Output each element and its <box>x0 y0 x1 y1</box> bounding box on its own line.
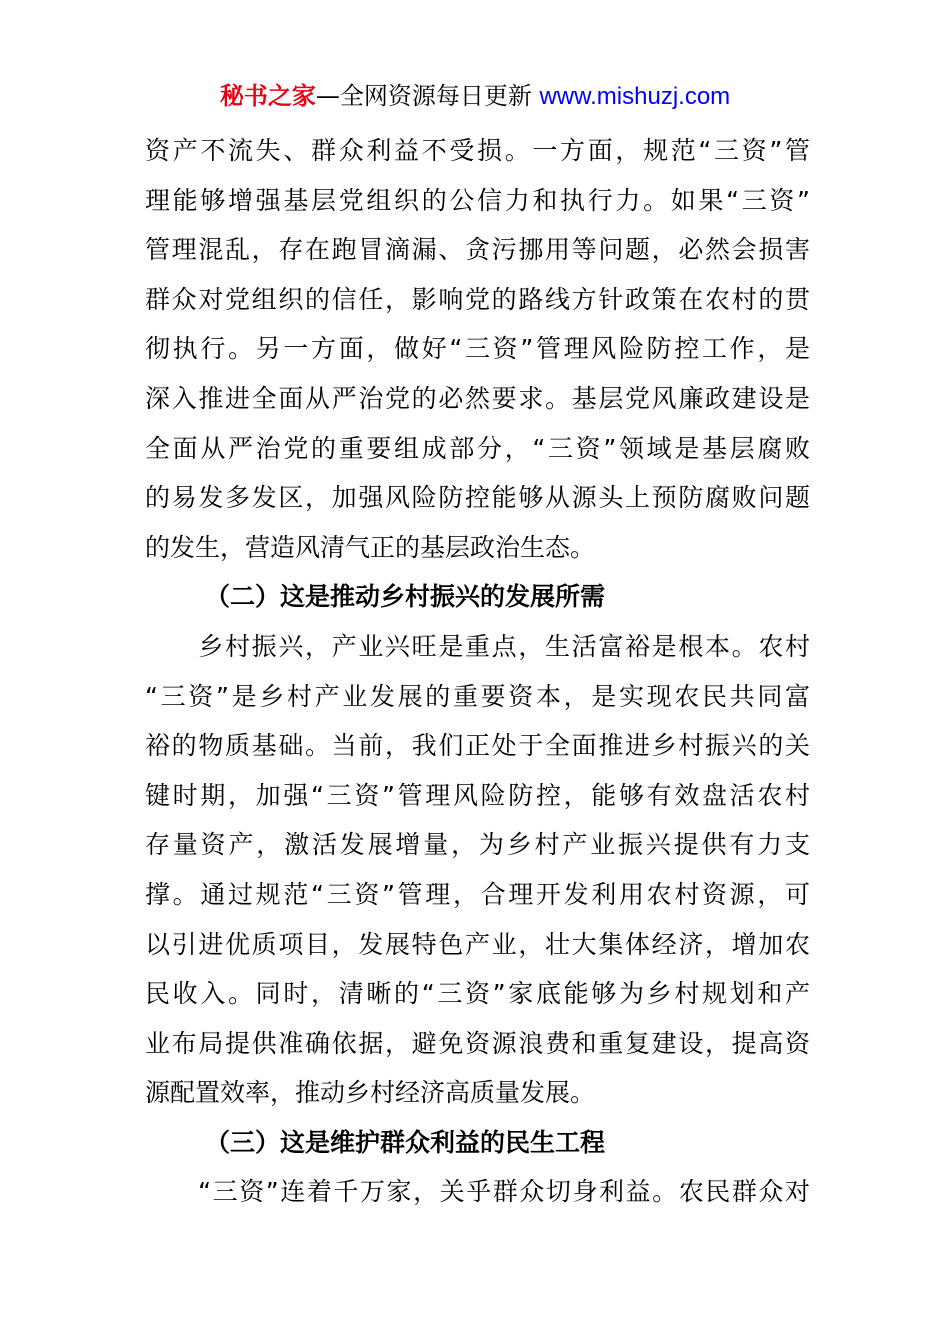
text-line: “三资”连着千万家，关乎群众切身利益。农民群众对 <box>145 1177 810 1207</box>
text-line: 群众对党组织的信任，影响党的路线方针政策在农村的贯 <box>145 284 810 314</box>
document-body <box>145 126 810 1217</box>
text-line: 业布局提供准确依据，避免资源浪费和重复建设，提高资 <box>145 1028 810 1058</box>
text-line: 存量资产，激活发展增量，为乡村产业振兴提供有力支 <box>145 830 810 860</box>
text-line: 乡村振兴，产业兴旺是重点，生活富裕是根本。农村 <box>145 631 810 661</box>
text-line: 管理混乱，存在跑冒滴漏、贪污挪用等问题，必然会损害 <box>145 235 810 265</box>
text-line: 以引进优质项目，发展特色产业，壮大集体经济，增加农 <box>145 929 810 959</box>
site-url[interactable]: www.mishuzj.com <box>539 83 731 110</box>
section-heading: （三）这是维护群众利益的民生工程 <box>205 1127 606 1157</box>
text-line: “三资”是乡村产业发展的重要资本，是实现农民共同富 <box>145 681 810 711</box>
section-heading: （二）这是推动乡村振兴的发展所需 <box>205 582 606 612</box>
text-line: 的发生，营造风清气正的基层政治生态。 <box>145 532 596 562</box>
text-line: 裕的物质基础。当前，我们正处于全面推进乡村振兴的关 <box>145 731 810 761</box>
text-line: 撑。通过规范“三资”管理，合理开发利用农村资源，可 <box>145 879 810 909</box>
text-line: 彻执行。另一方面，做好“三资”管理风险防控工作，是 <box>145 334 810 364</box>
text-line: 源配置效率，推动乡村经济高质量发展。 <box>145 1078 596 1108</box>
page-header <box>0 78 950 115</box>
text-line: 的易发多发区，加强风险防控能够从源头上预防腐败问题 <box>145 483 810 513</box>
text-line: 资产不流失、群众利益不受损。一方面，规范“三资”管 <box>145 136 810 165</box>
text-line: 全面从严治党的重要组成部分，“三资”领域是基层腐败 <box>145 433 810 463</box>
text-line: 深入推进全面从严治党的必然要求。基层党风廉政建设是 <box>145 383 810 413</box>
header-tagline: —全网资源每日更新 <box>315 82 540 110</box>
brand-name: 秘书之家 <box>219 82 316 110</box>
text-line: 民收入。同时，清晰的“三资”家底能够为乡村规划和产 <box>145 979 810 1009</box>
text-line: 理能够增强基层党组织的公信力和执行力。如果“三资” <box>145 185 810 215</box>
text-line: 键时期，加强“三资”管理风险防控，能够有效盘活农村 <box>145 780 810 810</box>
